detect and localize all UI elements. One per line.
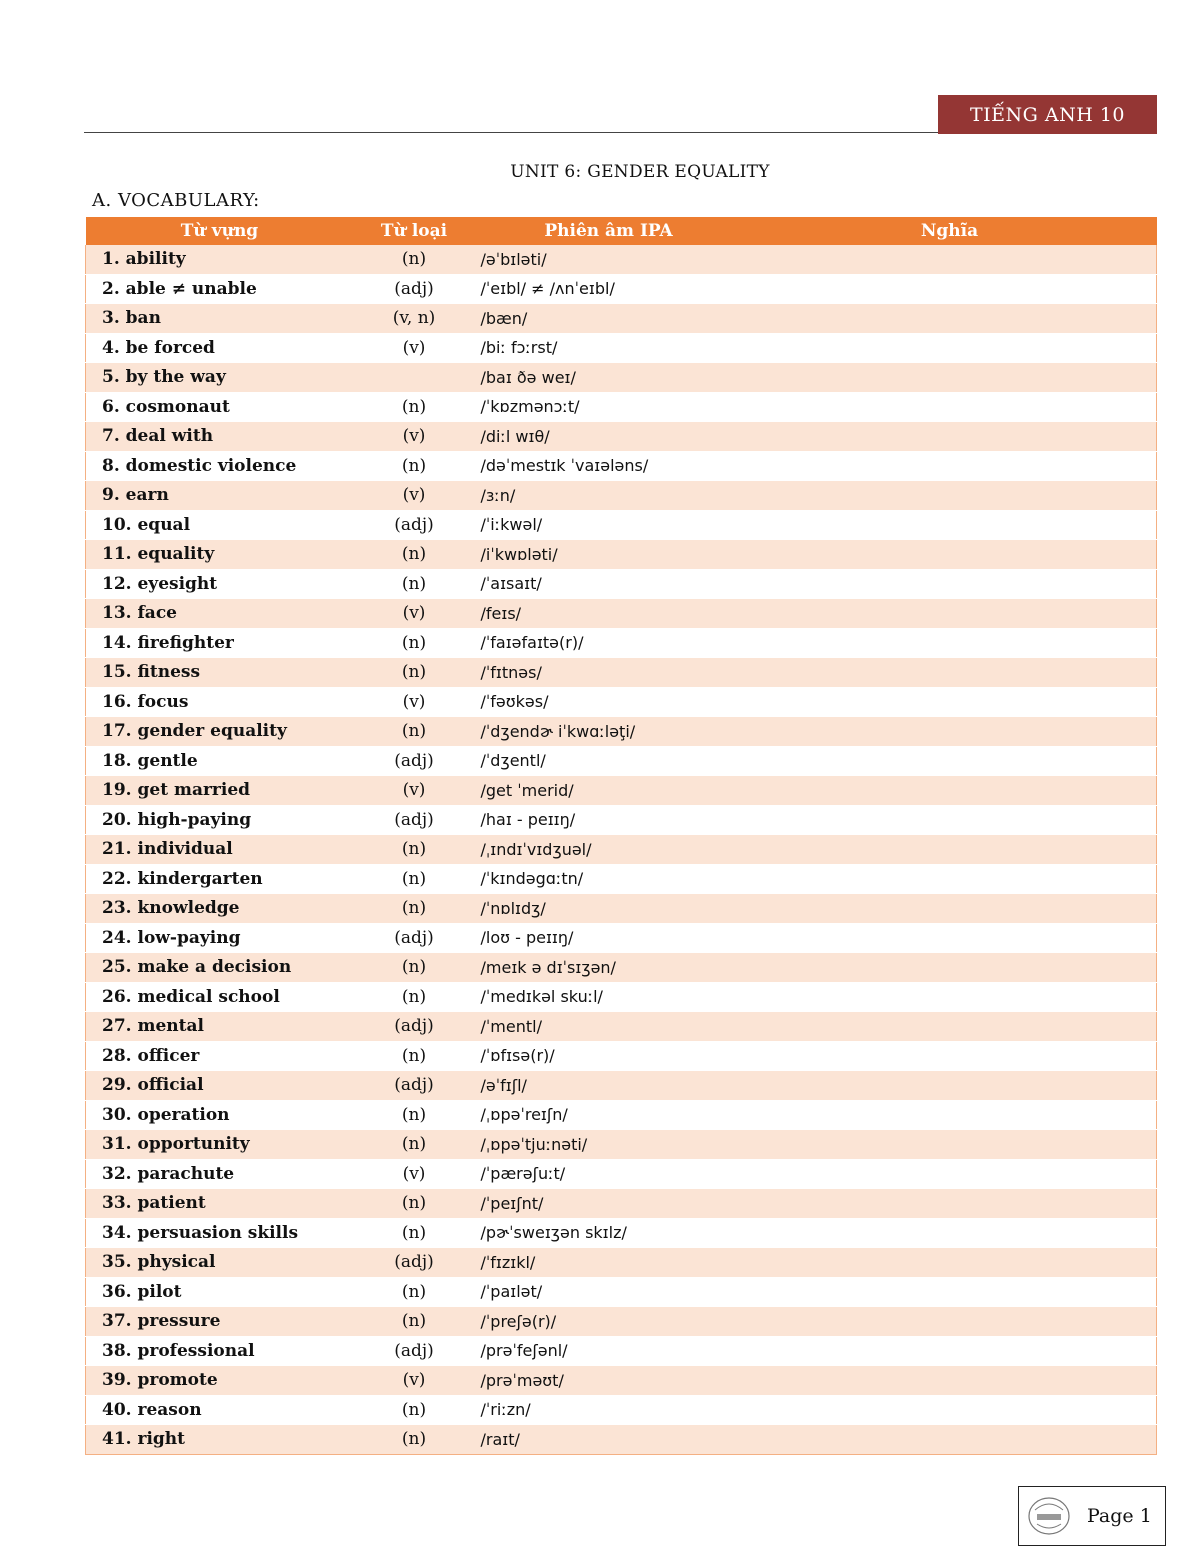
meaning-cell	[743, 658, 1157, 688]
table-row	[86, 540, 1157, 570]
column-header-pos: Từ loại	[354, 217, 475, 245]
part-of-speech: (n)	[354, 1277, 475, 1307]
part-of-speech: (v)	[354, 1366, 475, 1396]
table-row	[86, 1100, 1157, 1130]
meaning-cell	[743, 510, 1157, 540]
table-row	[86, 717, 1157, 747]
table-row	[86, 746, 1157, 776]
ipa-transcription: /prəˈməʊt/	[475, 1366, 743, 1396]
table-row	[86, 1277, 1157, 1307]
part-of-speech: (adj)	[354, 1071, 475, 1101]
meaning-cell	[743, 923, 1157, 953]
table-row	[86, 953, 1157, 983]
part-of-speech: (n)	[354, 894, 475, 924]
meaning-cell	[743, 245, 1157, 274]
vocab-word: 14. firefighter	[86, 628, 354, 658]
vocab-word: 35. physical	[86, 1248, 354, 1278]
ipa-transcription: /haɪ - peɪɪŋ/	[475, 805, 743, 835]
meaning-cell	[743, 1395, 1157, 1425]
meaning-cell	[743, 717, 1157, 747]
meaning-cell	[743, 628, 1157, 658]
table-row	[86, 245, 1157, 274]
vocab-word: 28. officer	[86, 1041, 354, 1071]
table-row	[86, 1307, 1157, 1337]
part-of-speech: (adj)	[354, 274, 475, 304]
vocab-word: 34. persuasion skills	[86, 1218, 354, 1248]
table-row	[86, 894, 1157, 924]
vocab-word: 31. opportunity	[86, 1130, 354, 1160]
header-rule	[84, 132, 940, 133]
table-row	[86, 658, 1157, 688]
vocab-word: 3. ban	[86, 304, 354, 334]
ipa-transcription: /əˈbɪləti/	[475, 245, 743, 274]
vocab-word: 5. by the way	[86, 363, 354, 393]
meaning-cell	[743, 451, 1157, 481]
vocabulary-table	[85, 217, 1157, 1455]
vocab-word: 25. make a decision	[86, 953, 354, 983]
vocab-word: 19. get married	[86, 776, 354, 806]
meaning-cell	[743, 1366, 1157, 1396]
meaning-cell	[743, 776, 1157, 806]
part-of-speech: (n)	[354, 392, 475, 422]
table-row	[86, 1071, 1157, 1101]
table-row	[86, 1130, 1157, 1160]
part-of-speech: (adj)	[354, 805, 475, 835]
part-of-speech: (n)	[354, 835, 475, 865]
vocab-word: 38. professional	[86, 1336, 354, 1366]
table-row	[86, 1218, 1157, 1248]
ipa-transcription: /əˈfɪʃl/	[475, 1071, 743, 1101]
meaning-cell	[743, 864, 1157, 894]
ipa-transcription: /ˈpaɪlət/	[475, 1277, 743, 1307]
ipa-transcription: /ˈfəʊkəs/	[475, 687, 743, 717]
meaning-cell	[743, 1425, 1157, 1455]
table-row	[86, 1425, 1157, 1455]
ipa-transcription: /baɪ ðə weɪ/	[475, 363, 743, 393]
ipa-transcription: /iˈkwɒləti/	[475, 540, 743, 570]
part-of-speech: (adj)	[354, 1336, 475, 1366]
vocab-word: 9. earn	[86, 481, 354, 511]
ipa-transcription: /loʊ - peɪɪŋ/	[475, 923, 743, 953]
part-of-speech: (n)	[354, 658, 475, 688]
table-row	[86, 1248, 1157, 1278]
part-of-speech: (v)	[354, 776, 475, 806]
ipa-transcription: /biː fɔːrst/	[475, 333, 743, 363]
meaning-cell	[743, 1277, 1157, 1307]
table-body	[86, 245, 1157, 1454]
meaning-cell	[743, 1159, 1157, 1189]
part-of-speech: (v)	[354, 481, 475, 511]
part-of-speech: (n)	[354, 1041, 475, 1071]
vocab-word: 18. gentle	[86, 746, 354, 776]
ipa-transcription: /ˈfɪtnəs/	[475, 658, 743, 688]
vocab-word: 23. knowledge	[86, 894, 354, 924]
ipa-transcription: /prəˈfeʃənl/	[475, 1336, 743, 1366]
meaning-cell	[743, 422, 1157, 452]
meaning-cell	[743, 1248, 1157, 1278]
vocab-word: 15. fitness	[86, 658, 354, 688]
meaning-cell	[743, 1336, 1157, 1366]
table-row	[86, 864, 1157, 894]
vocab-word: 40. reason	[86, 1395, 354, 1425]
vocab-word: 7. deal with	[86, 422, 354, 452]
table-row	[86, 776, 1157, 806]
vocab-word: 36. pilot	[86, 1277, 354, 1307]
ipa-transcription: /ˈdʒentl/	[475, 746, 743, 776]
column-header-word: Từ vựng	[86, 217, 354, 245]
vocab-word: 2. able ≠ unable	[86, 274, 354, 304]
part-of-speech: (n)	[354, 1130, 475, 1160]
part-of-speech: (n)	[354, 628, 475, 658]
ipa-transcription: /bæn/	[475, 304, 743, 334]
ipa-transcription: /ɜːn/	[475, 481, 743, 511]
vocab-word: 22. kindergarten	[86, 864, 354, 894]
vocab-word: 10. equal	[86, 510, 354, 540]
meaning-cell	[743, 1041, 1157, 1071]
column-header-ipa: Phiên âm IPA	[475, 217, 743, 245]
part-of-speech: (n)	[354, 569, 475, 599]
table-row	[86, 481, 1157, 511]
vocab-word: 12. eyesight	[86, 569, 354, 599]
meaning-cell	[743, 1307, 1157, 1337]
table-row	[86, 333, 1157, 363]
meaning-cell	[743, 392, 1157, 422]
subject-badge: TIẾNG ANH 10	[938, 95, 1157, 134]
table-row	[86, 422, 1157, 452]
ipa-transcription: /get ˈmerid/	[475, 776, 743, 806]
table-row	[86, 1395, 1157, 1425]
vocab-word: 26. medical school	[86, 982, 354, 1012]
meaning-cell	[743, 953, 1157, 983]
table-row	[86, 451, 1157, 481]
meaning-cell	[743, 982, 1157, 1012]
table-row	[86, 304, 1157, 334]
part-of-speech: (adj)	[354, 510, 475, 540]
page-number: Page 1	[1087, 1505, 1152, 1527]
vocab-word: 32. parachute	[86, 1159, 354, 1189]
vocab-word: 39. promote	[86, 1366, 354, 1396]
meaning-cell	[743, 481, 1157, 511]
table-row	[86, 1041, 1157, 1071]
ipa-transcription: /dəˈmestɪk ˈvaɪələns/	[475, 451, 743, 481]
part-of-speech: (v)	[354, 333, 475, 363]
part-of-speech: (v)	[354, 422, 475, 452]
ipa-transcription: /pɚˈsweɪʒən skɪlz/	[475, 1218, 743, 1248]
ipa-transcription: /ˈiːkwəl/	[475, 510, 743, 540]
part-of-speech: (n)	[354, 1100, 475, 1130]
vocab-word: 1. ability	[86, 245, 354, 274]
meaning-cell	[743, 1012, 1157, 1042]
part-of-speech: (n)	[354, 1425, 475, 1455]
ipa-transcription: /raɪt/	[475, 1425, 743, 1455]
vocab-word: 17. gender equality	[86, 717, 354, 747]
table-row	[86, 923, 1157, 953]
table-row	[86, 599, 1157, 629]
ipa-transcription: /ˈfaɪəfaɪtə(r)/	[475, 628, 743, 658]
meaning-cell	[743, 746, 1157, 776]
table-row	[86, 628, 1157, 658]
meaning-cell	[743, 363, 1157, 393]
part-of-speech: (n)	[354, 953, 475, 983]
part-of-speech: (adj)	[354, 1012, 475, 1042]
table-row	[86, 569, 1157, 599]
page-number-box	[1018, 1486, 1166, 1546]
vocab-word: 33. patient	[86, 1189, 354, 1219]
table-row	[86, 982, 1157, 1012]
part-of-speech: (n)	[354, 982, 475, 1012]
ipa-transcription: /ˈaɪsaɪt/	[475, 569, 743, 599]
meaning-cell	[743, 805, 1157, 835]
part-of-speech: (adj)	[354, 923, 475, 953]
vocab-word: 11. equality	[86, 540, 354, 570]
table-row	[86, 1336, 1157, 1366]
table-row	[86, 835, 1157, 865]
vocab-word: 16. focus	[86, 687, 354, 717]
meaning-cell	[743, 599, 1157, 629]
ipa-transcription: /ˈkɒzmənɔːt/	[475, 392, 743, 422]
ipa-transcription: /ˈɒfɪsə(r)/	[475, 1041, 743, 1071]
column-header-meaning: Nghĩa	[743, 217, 1157, 245]
vocab-word: 30. operation	[86, 1100, 354, 1130]
table-row	[86, 1159, 1157, 1189]
vocab-word: 29. official	[86, 1071, 354, 1101]
vocab-word: 27. mental	[86, 1012, 354, 1042]
vocab-word: 37. pressure	[86, 1307, 354, 1337]
vocab-word: 24. low-paying	[86, 923, 354, 953]
table-row	[86, 1189, 1157, 1219]
ipa-transcription: /feɪs/	[475, 599, 743, 629]
part-of-speech: (n)	[354, 864, 475, 894]
part-of-speech: (v)	[354, 687, 475, 717]
table-header-row	[86, 217, 1157, 245]
table-row	[86, 1012, 1157, 1042]
vocab-word: 21. individual	[86, 835, 354, 865]
ipa-transcription: /ˈmedɪkəl skuːl/	[475, 982, 743, 1012]
meaning-cell	[743, 1100, 1157, 1130]
meaning-cell	[743, 333, 1157, 363]
part-of-speech: (n)	[354, 1218, 475, 1248]
vocab-word: 41. right	[86, 1425, 354, 1455]
vocab-word: 8. domestic violence	[86, 451, 354, 481]
meaning-cell	[743, 540, 1157, 570]
meaning-cell	[743, 1189, 1157, 1219]
part-of-speech: (n)	[354, 1395, 475, 1425]
meaning-cell	[743, 687, 1157, 717]
part-of-speech: (n)	[354, 451, 475, 481]
ipa-transcription: /ˈpærəʃuːt/	[475, 1159, 743, 1189]
ipa-transcription: /ˈeɪbl/ ≠ /ʌnˈeɪbl/	[475, 274, 743, 304]
meaning-cell	[743, 1218, 1157, 1248]
meaning-cell	[743, 304, 1157, 334]
ipa-transcription: /ˈpreʃə(r)/	[475, 1307, 743, 1337]
meaning-cell	[743, 835, 1157, 865]
meaning-cell	[743, 1071, 1157, 1101]
part-of-speech: (n)	[354, 717, 475, 747]
part-of-speech: (n)	[354, 245, 475, 274]
ipa-transcription: /ˈpeɪʃnt/	[475, 1189, 743, 1219]
school-logo-icon	[1027, 1494, 1071, 1538]
part-of-speech: (adj)	[354, 746, 475, 776]
ipa-transcription: /ˌɒpəˈtjuːnəti/	[475, 1130, 743, 1160]
part-of-speech: (n)	[354, 540, 475, 570]
part-of-speech: (v)	[354, 1159, 475, 1189]
ipa-transcription: /ˈriːzn/	[475, 1395, 743, 1425]
vocab-word: 20. high-paying	[86, 805, 354, 835]
section-heading: A. VOCABULARY:	[92, 190, 260, 211]
table-row	[86, 510, 1157, 540]
part-of-speech: (adj)	[354, 1248, 475, 1278]
ipa-transcription: /ˌɪndɪˈvɪdʒuəl/	[475, 835, 743, 865]
part-of-speech: (v)	[354, 599, 475, 629]
ipa-transcription: /ˈkɪndəgɑːtn/	[475, 864, 743, 894]
part-of-speech: (n)	[354, 1307, 475, 1337]
ipa-transcription: /ˈnɒlɪdʒ/	[475, 894, 743, 924]
vocab-word: 13. face	[86, 599, 354, 629]
table-row	[86, 274, 1157, 304]
ipa-transcription: /ˈmentl/	[475, 1012, 743, 1042]
part-of-speech	[354, 363, 475, 393]
vocab-word: 6. cosmonaut	[86, 392, 354, 422]
ipa-transcription: /ˌɒpəˈreɪʃn/	[475, 1100, 743, 1130]
meaning-cell	[743, 894, 1157, 924]
ipa-transcription: /ˈdʒendɚ iˈkwɑːləţi/	[475, 717, 743, 747]
table-row	[86, 392, 1157, 422]
part-of-speech: (v, n)	[354, 304, 475, 334]
table-row	[86, 805, 1157, 835]
unit-title: UNIT 6: GENDER EQUALITY	[510, 162, 770, 182]
table-row	[86, 687, 1157, 717]
ipa-transcription: /ˈfɪzɪkl/	[475, 1248, 743, 1278]
table-row	[86, 1366, 1157, 1396]
meaning-cell	[743, 569, 1157, 599]
meaning-cell	[743, 274, 1157, 304]
meaning-cell	[743, 1130, 1157, 1160]
table-row	[86, 363, 1157, 393]
part-of-speech: (n)	[354, 1189, 475, 1219]
vocab-word: 4. be forced	[86, 333, 354, 363]
ipa-transcription: /meɪk ə dɪˈsɪʒən/	[475, 953, 743, 983]
ipa-transcription: /diːl wɪθ/	[475, 422, 743, 452]
